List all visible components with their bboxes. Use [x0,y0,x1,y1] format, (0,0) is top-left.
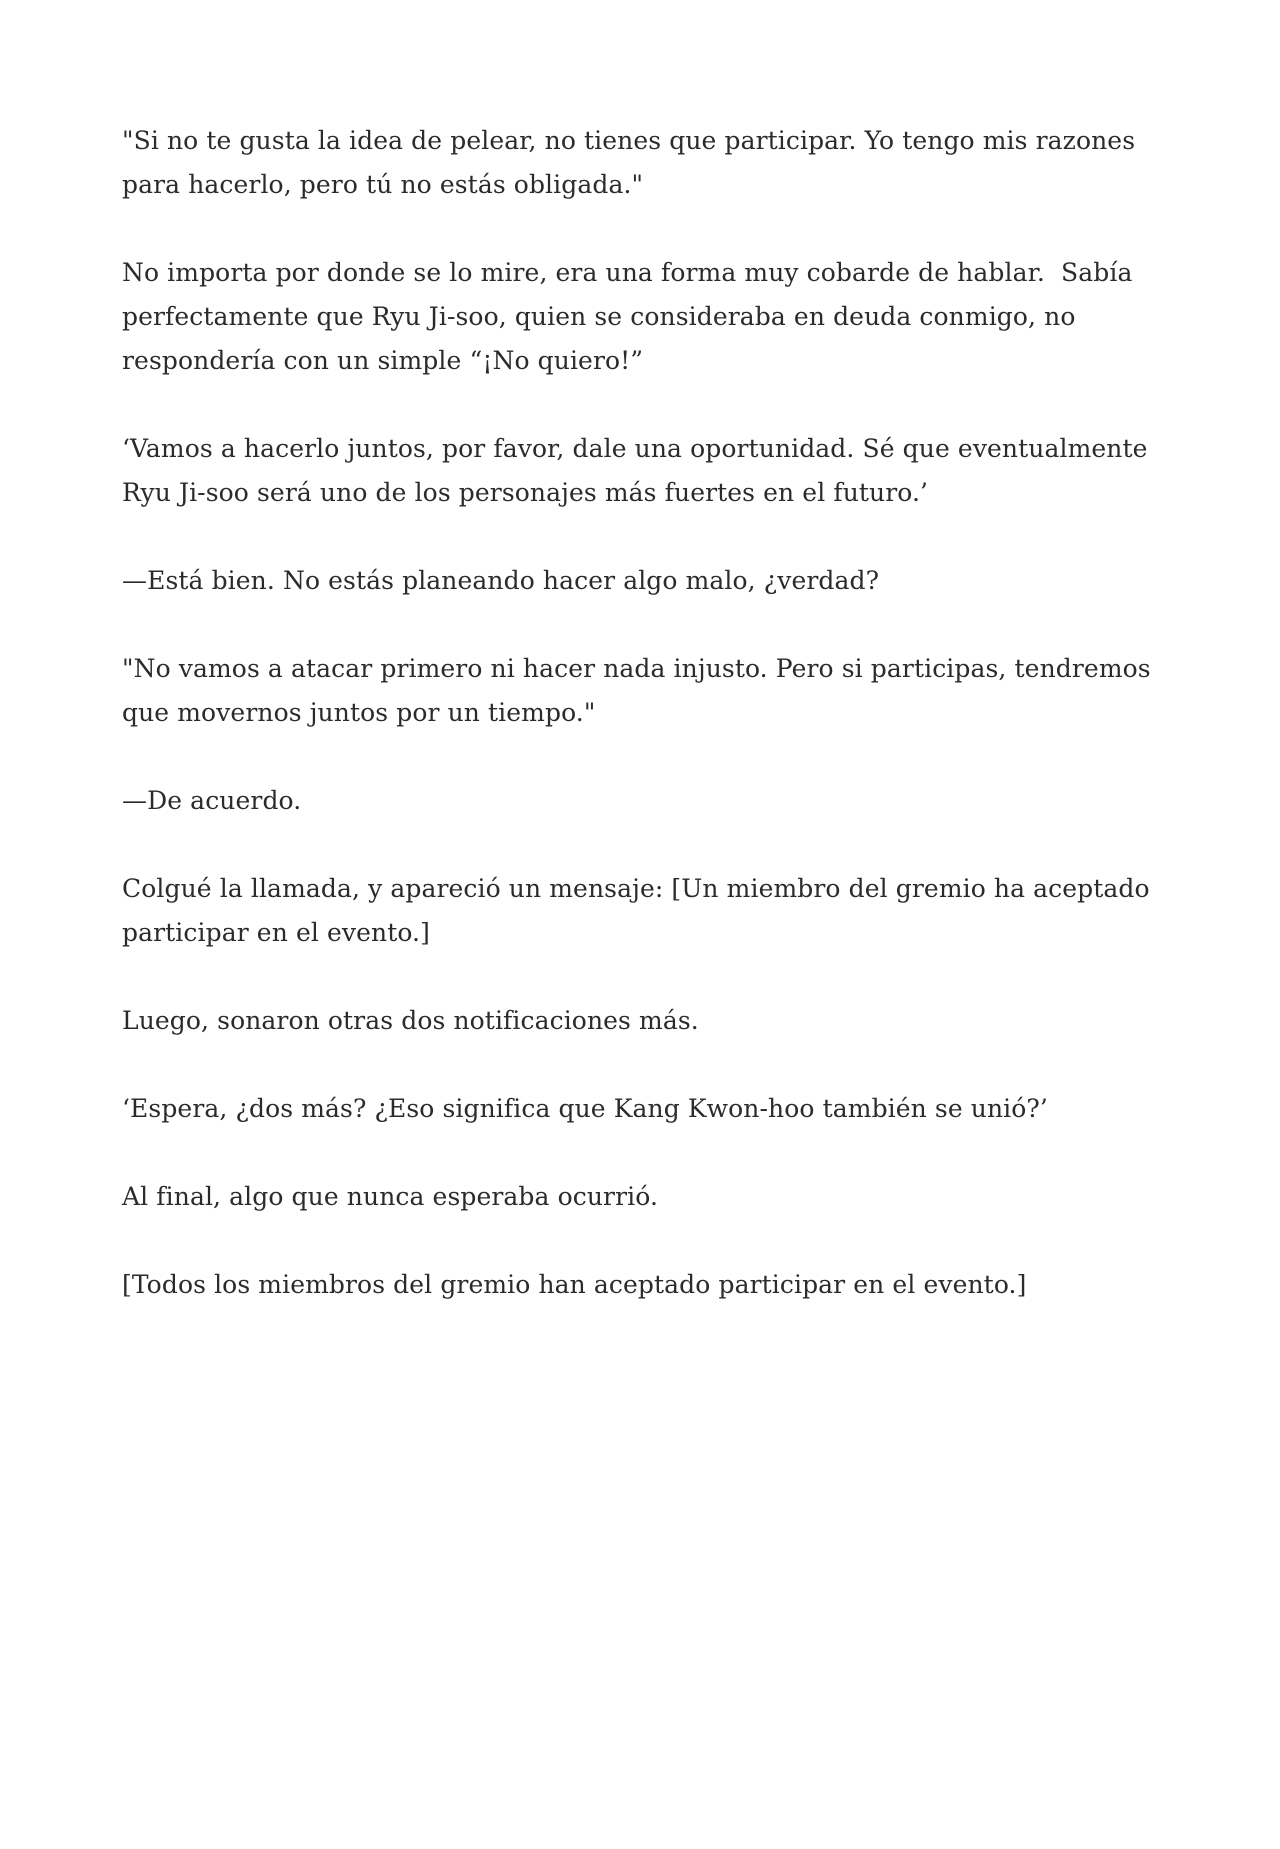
paragraph-9: ‘Espera, ¿dos más? ¿Eso significa que Kang Kwon-hoo también se unió?’ [122,1094,1048,1123]
paragraph-7: Colgué la llamada, y apareció un mensaje: [Un miembro del gremio ha aceptado participar en el evento.] [122,874,1158,947]
paragraph-6: —De acuerdo. [122,786,302,815]
paragraph-4: —Está bien. No estás planeando hacer algo malo, ¿verdad? [122,566,880,595]
paragraph-2: No importa por donde se lo mire, era una forma muy cobarde de hablar. Sabía perfectamente que Ryu Ji-soo, quien se consideraba en deuda conmigo, no respondería con un simple “¡No quiero!” [122,258,1141,375]
paragraph-1: "Si no te gusta la idea de pelear, no tienes que participar. Yo tengo mis razones para hacerlo, pero tú no estás obligada." [122,126,1144,199]
paragraph-10: Al final, algo que nunca esperaba ocurrió. [122,1182,658,1211]
paragraph-5: "No vamos a atacar primero ni hacer nada injusto. Pero si participas, tendremos que movernos juntos por un tiempo." [122,654,1159,727]
paragraph-3: ‘Vamos a hacerlo juntos, por favor, dale una oportunidad. Sé que eventualmente Ryu Ji-soo será uno de los personajes más fuertes en el futuro.’ [122,434,1156,507]
paragraph-8: Luego, sonaron otras dos notificaciones más. [122,1006,699,1035]
paragraph-11: [Todos los miembros del gremio han aceptado participar en el evento.] [122,1270,1027,1299]
document-body [122,119,1162,1351]
